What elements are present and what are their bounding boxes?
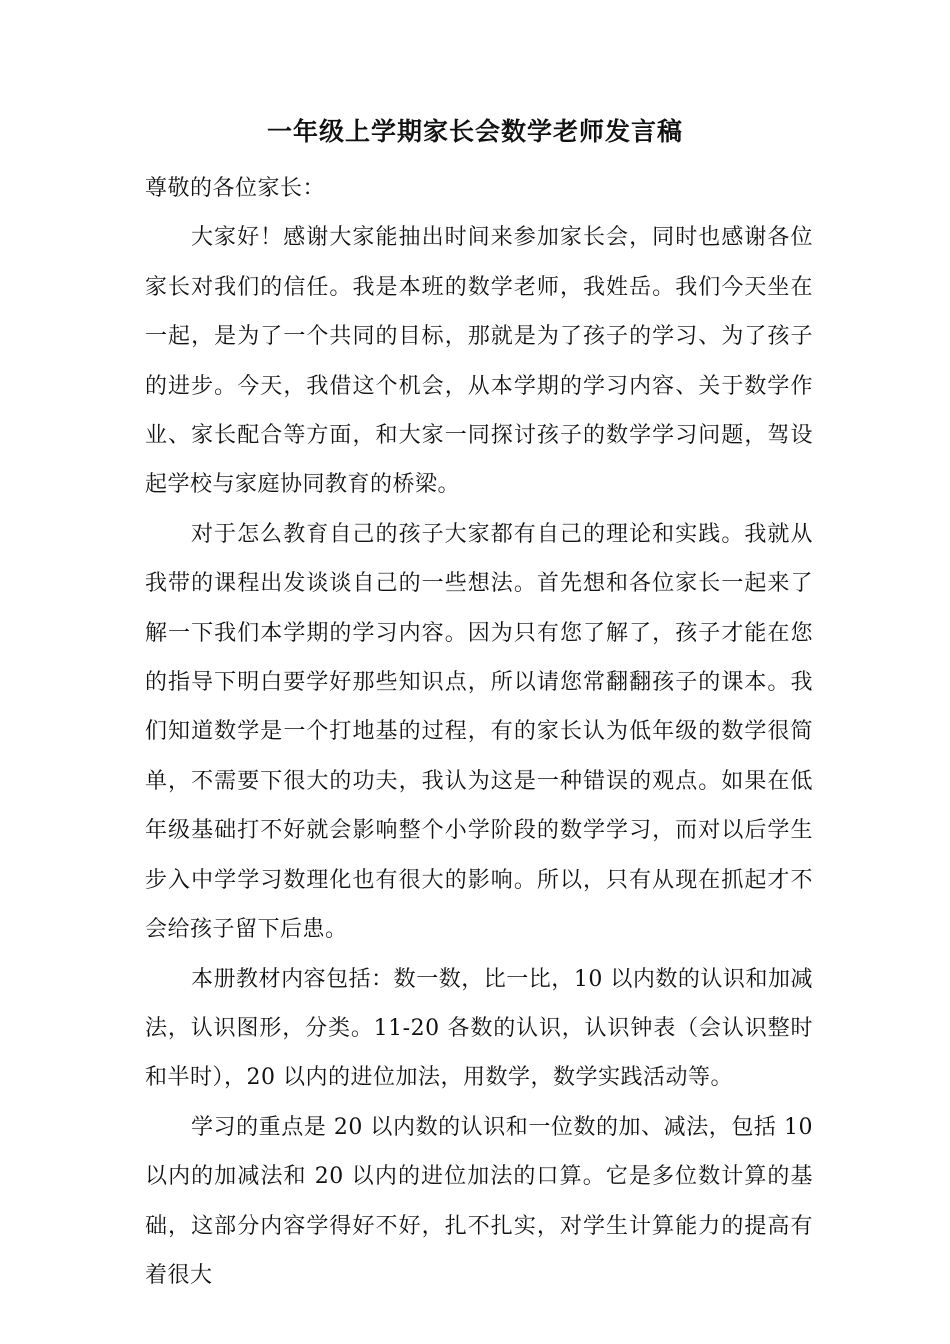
- document-title: 一年级上学期家长会数学老师发言稿: [266, 117, 683, 146]
- salutation: 尊敬的各位家长：: [145, 176, 326, 201]
- document-body: [145, 164, 813, 1300]
- paragraph-greeting: 大家好！感谢大家能抽出时间来参加家长会，同时也感谢各位家长对我们的信任。我是本班的数学老师，我姓岳。我们今天坐在一起，是为了一个共同的目标，那就是为了孩子的学习、为了孩子的进步。今天，我借这个机会，从本学期的学习内容、关于数学作业、家长配合等方面，和大家一同探讨孩子的数学学习问题，驾设起学校与家庭协同教育的桥梁。: [145, 225, 813, 498]
- paragraph-textbook-content: 本册教材内容包括：数一数，比一比，10 以内数的认识和加减法，认识图形，分类。11-20 各数的认识，认识钟表（会认识整时和半时），20 以内的进位加法，用数学，数学实践活动等。: [145, 966, 813, 1091]
- paragraph-education-views: 对于怎么教育自己的孩子大家都有自己的理论和实践。我就从我带的课程出发谈谈自己的一些想法。首先想和各位家长一起来了解一下我们本学期的学习内容。因为只有您了解了，孩子才能在您的指导下明白要学好那些知识点，所以请您常翻翻孩子的课本。我们知道数学是一个打地基的过程，有的家长认为低年级的数学很简单，不需要下很大的功夫，我认为这是一种错误的观点。如果在低年级基础打不好就会影响整个小学阶段的数学学习，而对以后学生步入中学学习数理化也有很大的影响。所以，只有从现在抓起才不会给孩子留下后患。: [145, 521, 813, 943]
- paragraph-learning-focus: 学习的重点是 20 以内数的认识和一位数的加、减法，包括 10 以内的加减法和 20 以内的进位加法的口算。它是多位数计算的基础，这部分内容学得好不好，扎不扎实，对学生计算能力的提高有着很大: [145, 1114, 813, 1288]
